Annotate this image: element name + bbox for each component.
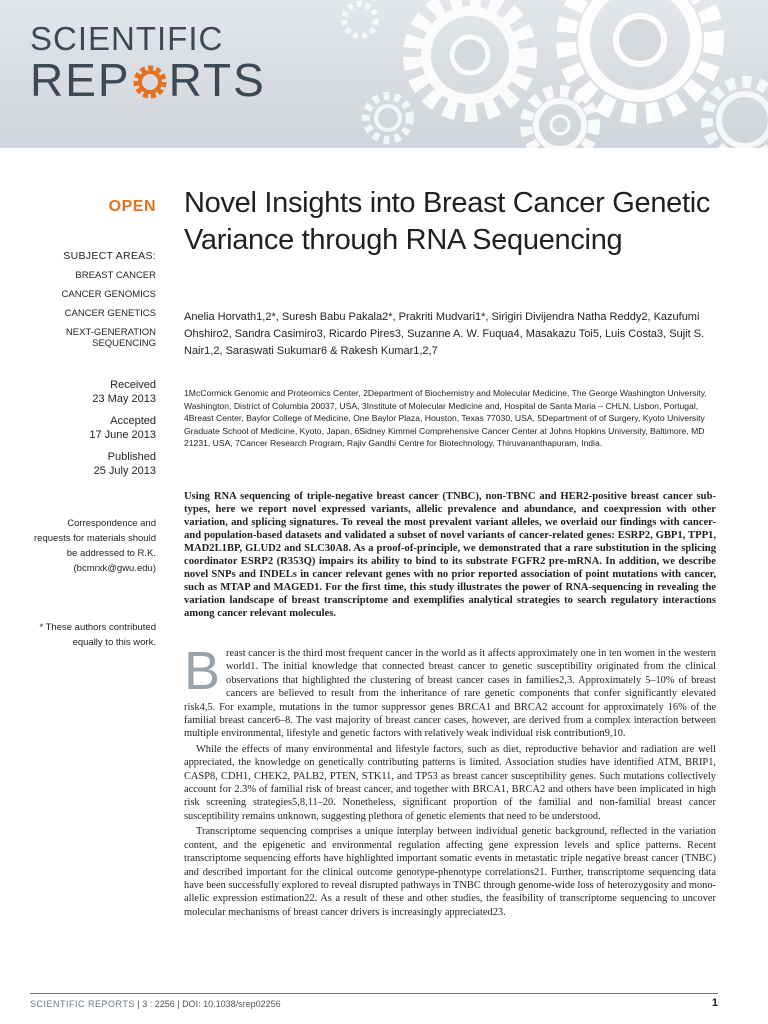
received-date: Received 23 May 2013: [92, 379, 156, 405]
subject-item[interactable]: CANCER GENOMICS: [61, 289, 156, 300]
published-date: Published 25 July 2013: [93, 451, 156, 477]
body-paragraph: Transcriptome sequencing comprises a unique interplay between individual genetic background, reflected in the variation content, and the epigenetic and environmental regulation affecting gene expression levels and splice patterns. Recent transcriptome sequencing efforts have highlighted important somatic events in metastatic triple negative breast cancer (TNBC) and described important for the clinical outcome genotype-phenotype correlations21. Further, transcriptome sequencing data have been successfully explored to reveal disrupted pathways in TNBC through genome-wide loss of heterozygosity and mono-allelic expression estimation22. As a result of these and other studies, the feasibility of transcriptome sequencing to uncover molecular mechanisms of breast cancer drivers is increasingly appreciated23.: [184, 826, 716, 918]
subject-item[interactable]: NEXT-GENERATION SEQUENCING: [65, 327, 156, 349]
subject-item[interactable]: CANCER GENETICS: [64, 308, 156, 319]
logo-reports: REP RTS: [30, 54, 266, 106]
subject-areas-list: [30, 270, 156, 357]
body-paragraph: While the effects of many environmental and lifestyle factors, such as diet, reproductive behavior and radiation are well appreciated, the knowledge on genetically contributing patterns is limited. Association studies have identified ATM, BRIP1, CASP8, CDH1, CHEK2, PALB2, PTEN, STK11, and TP53 as breast cancer susceptibility genes. Such mutations collectively account for 2.3% of familial risk of breast cancer, and together with BRCA1, BRCA2 and others have been implicated in high risk screening strategies5,8,11–20. Nonetheless, significant proportion of the familial and non-familial breast cancer susceptibility remains unknown, suggesting plethora of genetic elements that need to be understood.: [184, 743, 716, 822]
abstract: Using RNA sequencing of triple-negative breast cancer (TNBC), non-TBNC and HER2-positive breast cancer sub-types, here we report novel expressed variants, allelic prevalence and abundance, and coexpression with other variation, and splicing signatures. To reveal the most prevalent variant alleles, we overlaid our findings with cancer- and population-based datasets and validated a subset of novel variants of cancer-related genes: ESRP2, GBP1, TPP1, MAD2L1BP, GLUD2 and SLC30A8. As a proof-of-principle, we demonstrated that a rare substitution in the splicing coordinator ESRP2 (R353Q) impairs its ability to bind to its substrate FGFR2 pre-mRNA. In addition, we describe novel SNPs and INDELs in cancer relevant genes with no prior reported association of point mutations with cancer, such as MTAP and MAGED1. For the first time, this study illustrates the power of RNA-sequencing in revealing the variation landscape of breast transcriptome and exemplifies analytical strategies to search regulatory interactions among cancer relevant molecules.: [184, 491, 716, 619]
footer-citation: [30, 999, 281, 1009]
equal-contribution-note: * These authors contributed equally to this work.: [39, 622, 156, 648]
logo-gear-icon: [131, 61, 169, 99]
article-dates: [30, 378, 156, 486]
subject-areas-title: SUBJECT AREAS:: [63, 250, 156, 262]
journal-logo[interactable]: [30, 20, 266, 106]
page-number: 1: [711, 997, 718, 1009]
journal-banner: [0, 0, 768, 148]
subject-item[interactable]: BREAST CANCER: [75, 270, 156, 281]
logo-scientific: SCIENTIFIC: [30, 20, 224, 57]
correspondence-note: Correspondence and requests for materials should be addressed to R.K. (bcmrxk@gwu.edu): [34, 518, 156, 574]
accepted-date: Accepted 17 June 2013: [89, 415, 156, 441]
affiliations: 1McCormick Genomic and Proteomics Center, 2Department of Biochemistry and Molecular Medicine, The George Washington University, Washington, District of Columbia 20037, USA, 3Institute of Molecular Medicine and, Hospital de Santa Maria – CHLN, Lisbon, Portugal, 4Breast Center, Baylor College of Medicine, One Baylor Plaza, Houston, Texas 77030, USA, 5Department of of Surgery, Kyoto University Graduate School of Medicine, Kyoto, Japan, 6Sidney Kimmel Comprehensive Cancer Center at Johns Hopkins University, Baltimore, MD 21231, USA, 7Cancer Research Program, Rajiv Gandhi Centre for Biotechnology, Thiruvananthapuram, India.: [184, 388, 707, 448]
article-main: [184, 185, 716, 918]
drop-cap: B: [184, 641, 221, 701]
body-paragraph: Breast cancer is the third most frequent cancer in the world as it affects approximately one in ten women in the western world1. The initial knowledge that connected breast cancer to genetic susceptibility originated from the clinical observations that highlighted the clustering of breast cancer cases in families2,3. Approximately 5–10% of breast cancers are believed to result from the inheritance of rare genetic components that confer significantly elevated risk4,5. For example, mutations in the tumor suppressor genes BRCA1 and BRCA2 account for approximately 16% of the familial breast cancer6–8. The vast majority of breast cancer cases, however, are derived from a complex interaction between multiple environmental, lifestyle and genetic factors with relatively weak individual risk contribution9,10.: [184, 641, 716, 740]
author-list: Anelia Horvath1,2*, Suresh Babu Pakala2*, Prakriti Mudvari1*, Sirigiri Divijendra Natha Reddy2, Kazufumi Ohshiro2, Sandra Casimiro3, Ricardo Pires3, Suzanne A. W. Fuqua4, Masakazu Toi5, Luis Costa3, Sujit S. Nair1,2, Saraswati Sukumar6 & Rakesh Kumar1,2,7: [184, 311, 705, 357]
page-footer: [30, 993, 718, 1010]
article-body: [184, 641, 716, 921]
footer-journal-name[interactable]: SCIENTIFIC REPORTS: [30, 999, 135, 1009]
article-title: Novel Insights into Breast Cancer Genetic Variance through RNA Sequencing: [184, 187, 711, 256]
open-access-label: OPEN: [108, 198, 156, 215]
footer-doi[interactable]: | 3 : 2256 | DOI: 10.1038/srep02256: [137, 999, 281, 1009]
